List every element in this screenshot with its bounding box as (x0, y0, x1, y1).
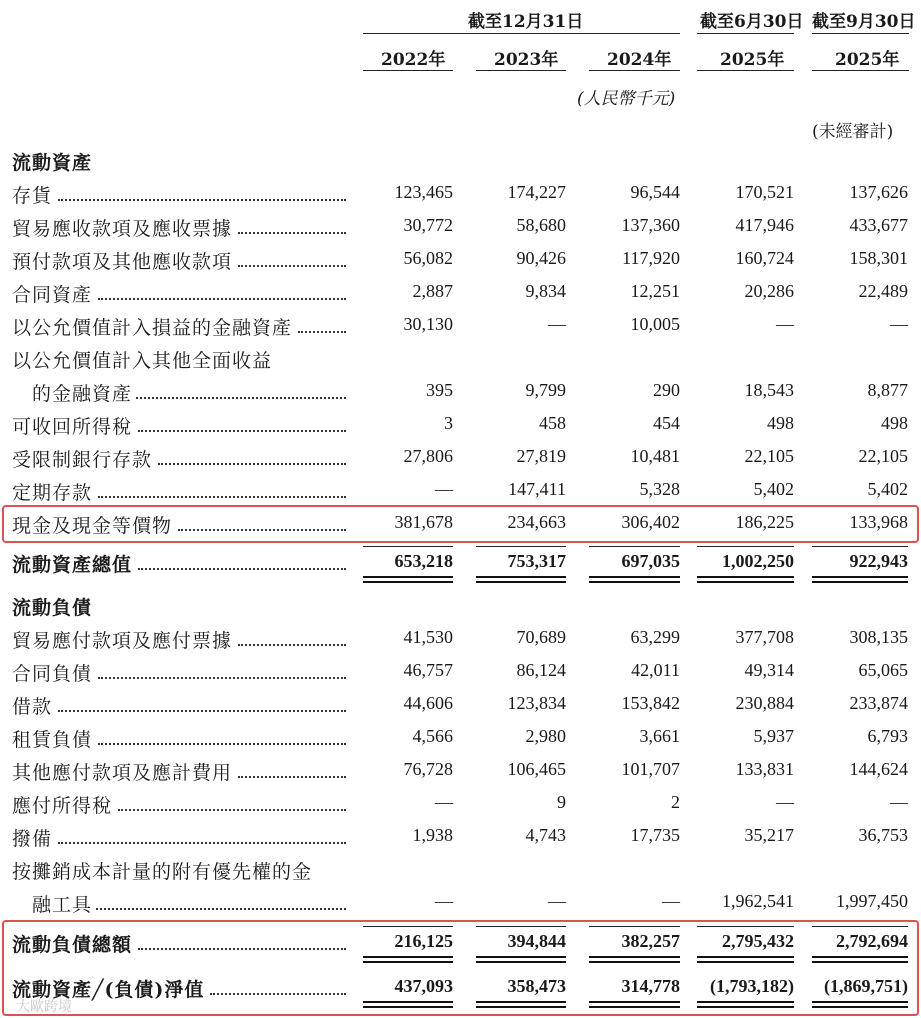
dot-leader (238, 644, 346, 646)
row-value: 394,844 (507, 931, 566, 951)
row-value: 56,082 (403, 248, 453, 268)
row-value: 42,011 (631, 660, 680, 680)
total-double-rule (476, 956, 566, 963)
row-label: 以公允價值計入損益的金融資產 (12, 317, 293, 339)
row-value: 5,402 (867, 479, 908, 499)
row-label: 流動負債總額 (12, 934, 133, 956)
row-value: 454 (653, 413, 680, 433)
total-double-rule (363, 1001, 453, 1008)
section-title-current-liabilities: 流動負債 (12, 597, 93, 619)
row-value: 186,225 (735, 512, 794, 532)
header-rule-2025-jun (697, 70, 794, 71)
row-value: 6,793 (867, 726, 908, 746)
dot-leader (138, 568, 346, 570)
row-value: 3,661 (639, 726, 680, 746)
row-value: — (435, 792, 453, 812)
dot-leader (58, 842, 346, 844)
row-value: — (890, 792, 908, 812)
row-value: 96,544 (630, 182, 680, 202)
row-label: 租賃負債 (12, 729, 93, 751)
row-value: 36,753 (858, 825, 908, 845)
row-label: 合同資產 (12, 284, 93, 306)
dot-leader (96, 908, 346, 910)
row-value: 4,566 (412, 726, 453, 746)
row-value: 20,286 (744, 281, 794, 301)
row-value: 160,724 (735, 248, 794, 268)
row-value: 4,743 (525, 825, 566, 845)
row-value: 234,663 (507, 512, 566, 532)
total-top-rule (363, 546, 453, 547)
dot-leader (138, 430, 346, 432)
dot-leader (158, 463, 346, 465)
row-value: 2 (671, 792, 680, 812)
total-top-rule (812, 926, 908, 927)
header-year-2024: 2024年 (607, 50, 672, 70)
total-top-rule (589, 926, 680, 927)
row-value: 22,105 (858, 446, 908, 466)
header-year-2022: 2022年 (381, 50, 446, 70)
row-value: 8,877 (867, 380, 908, 400)
row-value: 17,735 (630, 825, 680, 845)
total-top-rule (476, 926, 566, 927)
dot-leader (210, 993, 346, 995)
row-value: 417,946 (735, 215, 794, 235)
total-double-rule (697, 956, 794, 963)
row-value: 395 (426, 380, 453, 400)
dot-leader (298, 331, 346, 333)
header-year-2025-jun: 2025年 (720, 50, 785, 70)
total-double-rule (697, 1001, 794, 1008)
row-value: 498 (881, 413, 908, 433)
row-value: — (548, 891, 566, 911)
row-value: 382,257 (621, 931, 680, 951)
dot-leader (58, 199, 346, 201)
row-value: 653,218 (394, 551, 453, 571)
row-value: 9,799 (525, 380, 566, 400)
row-value: 753,317 (507, 551, 566, 571)
row-value: 35,217 (744, 825, 794, 845)
unaudited-label: (未經審計) (812, 122, 894, 142)
header-rule-jun30 (697, 33, 794, 34)
header-rule-2023 (476, 70, 566, 71)
row-value: 144,624 (849, 759, 908, 779)
row-value: 10,005 (630, 314, 680, 334)
watermark-text: 大歐跨境 (16, 999, 72, 1015)
row-value: 137,360 (621, 215, 680, 235)
total-double-rule (589, 956, 680, 963)
dot-leader (238, 776, 346, 778)
row-value: 437,093 (394, 976, 453, 996)
row-value: 27,806 (403, 446, 453, 466)
row-value: 1,938 (412, 825, 453, 845)
row-value: 10,481 (630, 446, 680, 466)
header-group-dec31: 截至12月31日 (468, 12, 584, 32)
header-rule-sep30 (812, 33, 909, 34)
row-value: 498 (767, 413, 794, 433)
row-value: 22,489 (858, 281, 908, 301)
total-double-rule (363, 956, 453, 963)
total-double-rule (589, 1001, 680, 1008)
row-value: 158,301 (849, 248, 908, 268)
row-value: 30,130 (403, 314, 453, 334)
row-value: 2,980 (525, 726, 566, 746)
row-value: 1,962,541 (722, 891, 794, 911)
row-label: 借款 (12, 696, 53, 718)
row-value: 1,002,250 (722, 551, 794, 571)
row-value: 290 (653, 380, 680, 400)
header-rule-2024 (589, 70, 680, 71)
row-label: 合同負債 (12, 663, 93, 685)
unit-label: (人民幣千元) (577, 89, 676, 109)
row-label-cont: 融工具 (32, 894, 93, 916)
row-value: 9 (557, 792, 566, 812)
row-value: 308,135 (849, 627, 908, 647)
total-double-rule (363, 576, 453, 583)
row-value: 18,543 (744, 380, 794, 400)
total-top-rule (812, 546, 908, 547)
row-value: — (435, 891, 453, 911)
total-double-rule (697, 576, 794, 583)
dot-leader (238, 265, 346, 267)
row-label: 流動資產╱(負債)淨值 (12, 979, 205, 1001)
row-value: 358,473 (507, 976, 566, 996)
dot-leader (58, 710, 346, 712)
row-value: 86,124 (516, 660, 566, 680)
row-value: — (662, 891, 680, 911)
row-value: (1,869,751) (824, 976, 908, 996)
row-value: 123,465 (394, 182, 453, 202)
header-group-sep30: 截至9月30日 (812, 12, 916, 32)
row-value: 63,299 (630, 627, 680, 647)
row-label: 定期存款 (12, 482, 93, 504)
header-year-2025-sep: 2025年 (835, 50, 900, 70)
header-rule-2022 (363, 70, 453, 71)
row-value: 2,887 (412, 281, 453, 301)
row-value: 697,035 (621, 551, 680, 571)
row-value: 170,521 (735, 182, 794, 202)
row-value: 314,778 (621, 976, 680, 996)
row-value: 216,125 (394, 931, 453, 951)
row-value: 3 (444, 413, 453, 433)
row-value: 46,757 (403, 660, 453, 680)
row-value: 5,328 (639, 479, 680, 499)
row-label: 存貨 (12, 185, 53, 207)
row-value: — (548, 314, 566, 334)
row-value: 30,772 (403, 215, 453, 235)
total-top-rule (476, 546, 566, 547)
row-label: 流動資產總值 (12, 554, 133, 576)
row-value: — (776, 314, 794, 334)
row-value: 22,105 (744, 446, 794, 466)
row-label: 以公允價值計入其他全面收益 (12, 350, 273, 372)
row-label: 其他應付款項及應計費用 (12, 762, 233, 784)
row-value: 27,819 (516, 446, 566, 466)
section-title-current-assets: 流動資產 (12, 152, 93, 174)
total-double-rule (812, 576, 908, 583)
total-double-rule (476, 1001, 566, 1008)
row-value: — (890, 314, 908, 334)
row-value: 106,465 (507, 759, 566, 779)
row-label: 預付款項及其他應收款項 (12, 251, 233, 273)
row-value: 44,606 (403, 693, 453, 713)
row-value: 458 (539, 413, 566, 433)
row-value: 117,920 (622, 248, 680, 268)
row-value: 147,411 (508, 479, 566, 499)
header-group-jun30: 截至6月30日 (700, 12, 804, 32)
total-double-rule (589, 576, 680, 583)
row-value: 76,728 (403, 759, 453, 779)
row-value: — (776, 792, 794, 812)
row-value: 433,677 (849, 215, 908, 235)
row-label: 貿易應付款項及應付票據 (12, 630, 233, 652)
row-label: 撥備 (12, 828, 53, 850)
total-double-rule (476, 576, 566, 583)
total-top-rule (363, 926, 453, 927)
header-year-2023: 2023年 (494, 50, 559, 70)
row-value: 41,530 (403, 627, 453, 647)
row-value: 2,795,432 (722, 931, 794, 951)
row-value: 90,426 (516, 248, 566, 268)
row-value: 12,251 (630, 281, 680, 301)
total-top-rule (589, 546, 680, 547)
row-value: 133,831 (735, 759, 794, 779)
row-value: (1,793,182) (710, 976, 794, 996)
row-value: 377,708 (735, 627, 794, 647)
row-value: — (435, 479, 453, 499)
row-label-cont: 的金融資產 (32, 383, 133, 405)
row-value: 5,402 (753, 479, 794, 499)
total-top-rule (697, 926, 794, 927)
row-value: 1,997,450 (836, 891, 908, 911)
row-value: 381,678 (394, 512, 453, 532)
row-value: 9,834 (525, 281, 566, 301)
total-double-rule (812, 1001, 908, 1008)
row-value: 230,884 (735, 693, 794, 713)
row-label: 現金及現金等價物 (12, 515, 173, 537)
row-value: 153,842 (621, 693, 680, 713)
row-value: 58,680 (516, 215, 566, 235)
row-label: 受限制銀行存款 (12, 449, 153, 471)
dot-leader (178, 529, 346, 531)
row-value: 65,065 (858, 660, 908, 680)
row-value: 2,792,694 (836, 931, 908, 951)
dot-leader (118, 809, 346, 811)
dot-leader (98, 677, 346, 679)
row-value: 49,314 (744, 660, 794, 680)
dot-leader (136, 397, 346, 399)
row-value: 5,937 (753, 726, 794, 746)
row-label: 按攤銷成本計量的附有優先權的金 (12, 861, 313, 883)
row-value: 922,943 (849, 551, 908, 571)
row-label: 應付所得稅 (12, 795, 113, 817)
dot-leader (138, 948, 346, 950)
row-value: 174,227 (507, 182, 566, 202)
row-label: 可收回所得稅 (12, 416, 133, 438)
dot-leader (98, 496, 346, 498)
row-value: 233,874 (849, 693, 908, 713)
row-label: 貿易應收款項及應收票據 (12, 218, 233, 240)
row-value: 133,968 (849, 512, 908, 532)
dot-leader (98, 298, 346, 300)
row-value: 123,834 (507, 693, 566, 713)
row-value: 306,402 (621, 512, 680, 532)
total-top-rule (697, 546, 794, 547)
dot-leader (238, 232, 346, 234)
header-rule-2025-sep (812, 70, 909, 71)
header-rule-dec31 (363, 33, 680, 34)
row-value: 101,707 (621, 759, 680, 779)
dot-leader (98, 743, 346, 745)
row-value: 137,626 (849, 182, 908, 202)
row-value: 70,689 (516, 627, 566, 647)
total-double-rule (812, 956, 908, 963)
